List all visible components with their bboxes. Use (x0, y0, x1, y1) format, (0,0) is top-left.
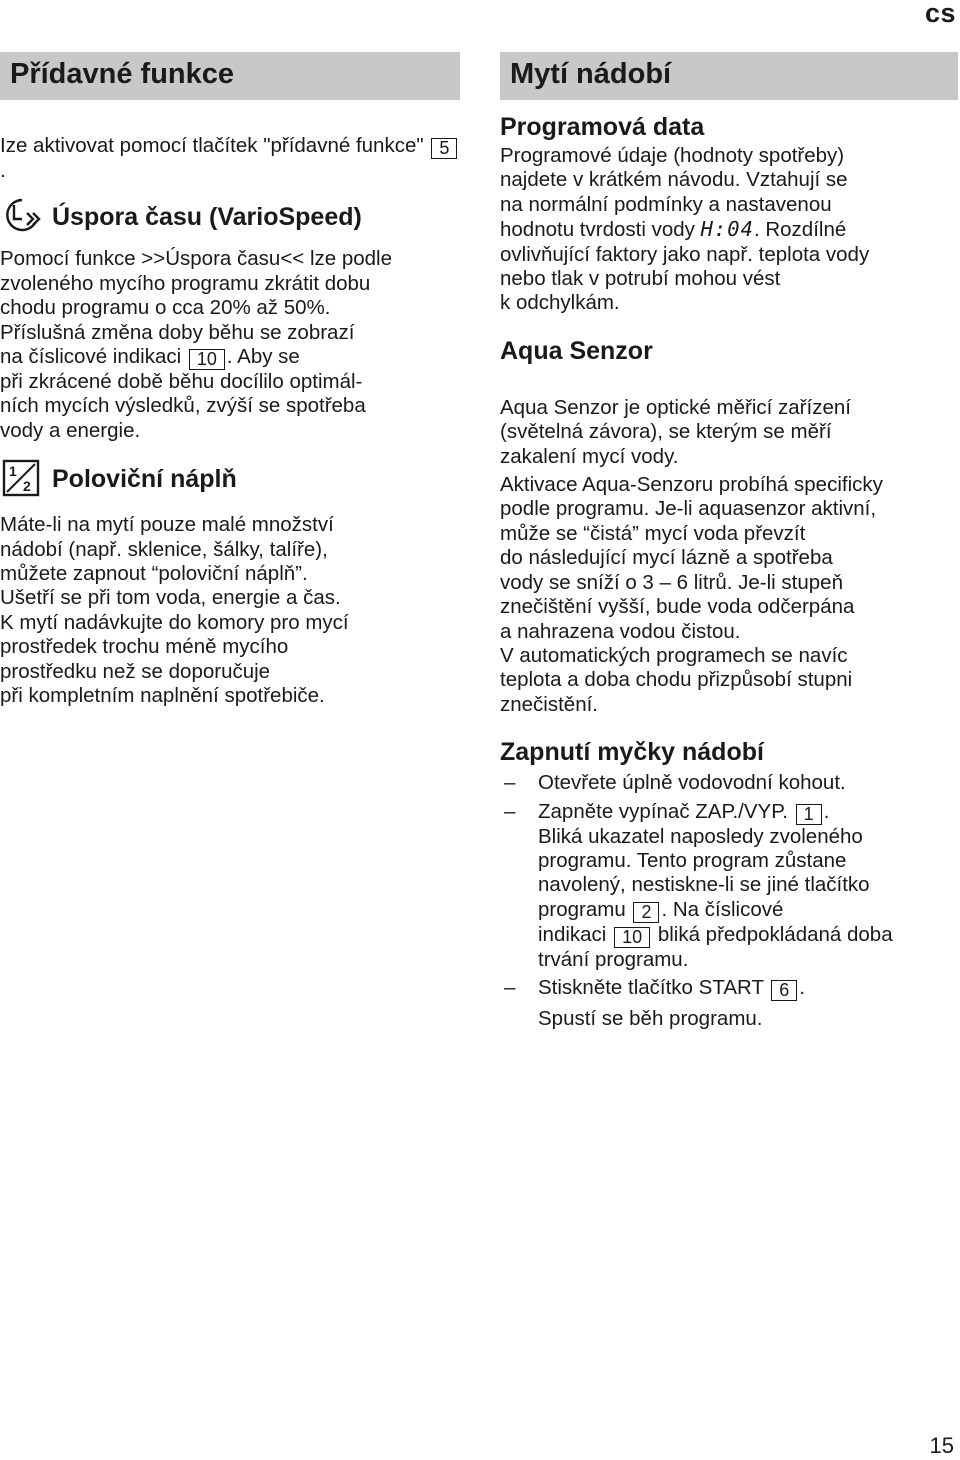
step-item: – Otevřete úplně vodovodní kohout. (500, 771, 958, 795)
button-key-2: 2 (633, 902, 659, 923)
aqua-line: podle programu. Je-li aquasenzor aktivní, (500, 497, 877, 521)
left-column (0, 52, 460, 709)
aqua-line: znečistění. (500, 692, 598, 716)
hardness-display-readout: H:04 (700, 217, 754, 242)
half-load-line: prostředek trochu méně mycího (0, 635, 289, 659)
language-code: cs (924, 0, 956, 28)
half-load-line: Máte-li na mytí pouze malé množství (0, 513, 334, 537)
intro-text: Ize aktivovat pomocí tlačítek "přídavné funkce" 5. (0, 134, 460, 183)
program-data-line: ovlivňující faktory jako např. teplota vody (500, 242, 870, 266)
display-key-10: 10 (614, 927, 650, 948)
switch-on-title: Zapnutí myčky nádobí (500, 738, 764, 767)
aqua-line: zakalení mycí vody. (500, 444, 679, 468)
variospeed-line: Příslušná změna doby běhu se zobrazí (0, 320, 355, 344)
aqua-line: vody se sníží o 3 – 6 litrů. Je-li stupeň (500, 570, 843, 594)
program-data-line: Programové údaje (hodnoty spotřeby) (500, 144, 845, 167)
section-heading-additional-functions: Přídavné funkce (0, 52, 460, 100)
program-data-line: najdete v krátkém návodu. Vztahují se (500, 168, 848, 192)
button-key-1: 1 (796, 804, 822, 825)
variospeed-line: zvoleného mycího programu zkrátit dobu (0, 271, 371, 295)
section-heading-dishwashing: Mytí nádobí (500, 52, 958, 100)
aqua-line: teplota a doba chodu přizpůsobí stupni (500, 668, 853, 692)
variospeed-line: vody a energie. (0, 418, 141, 442)
half-load-line: při kompletním naplnění spotřebiče. (0, 684, 325, 708)
aqua-line: znečištění vyšší, bude voda odčerpána (500, 595, 855, 619)
half-load-line: Ušetří se při tom voda, energie a čas. (0, 586, 341, 610)
variospeed-line: při zkrácené době běhu docílilo optimál- (0, 370, 363, 394)
display-key-10: 10 (189, 349, 225, 370)
aqua-line: (světelná závora), se kterým se měří (500, 420, 832, 444)
half-load-heading (0, 457, 460, 501)
aqua-line: může se “čistá” mycí voda převzít (500, 521, 806, 545)
program-data-line: nebo tlak v potrubí mohou vést (500, 267, 781, 291)
step-item: – Stiskněte tlačítko START 6 . Spustí se běh programu. (500, 976, 958, 1031)
aqua-sensor-title: Aqua Senzor (500, 336, 653, 365)
svg-text:1: 1 (9, 463, 17, 480)
variospeed-line: chodu programu o cca 20% až 50%. (0, 296, 331, 320)
variospeed-heading (0, 195, 460, 239)
button-key-5: 5 (431, 138, 457, 159)
program-data-line: hodnotu tvrdosti vody H:04. Rozdílné (500, 217, 847, 242)
variospeed-line: ních mycích výsledků, zvýší se spotřeba (0, 394, 366, 418)
aqua-line: do následující mycí lázně a spotřeba (500, 546, 833, 570)
program-data-line: na normální podmínky a nastavenou (500, 192, 832, 216)
half-load-line: nádobí (např. sklenice, šálky, talíře), (0, 537, 328, 561)
step-item: – Zapněte vypínač ZAP./VYP. 1 . Bliká ukazatel naposledy zvoleného programu. Tento program zůstane navolený, nestiskne-li se jiné tlačítko programu 2 . Na číslicové indikaci 10 bliká předpokládaná doba trvání programu. (500, 800, 958, 973)
half-load-title: Poloviční náplň (52, 465, 237, 494)
aqua-line: a nahrazena vodou čistou. (500, 619, 741, 643)
aqua-line: Aqua Senzor je optické měřicí zařízení (500, 395, 851, 419)
switch-on-steps (500, 771, 958, 1031)
page-number: 15 (929, 1433, 954, 1458)
half-load-icon (0, 457, 44, 501)
button-key-6: 6 (771, 980, 797, 1001)
half-load-line: prostředku než se doporučuje (0, 659, 271, 683)
aqua-line: V automatických programech se navíc (500, 643, 848, 667)
aqua-line: Aktivace Aqua-Senzoru probíhá specificky (500, 473, 883, 497)
half-load-line: můžete zapnout “poloviční náplň”. (0, 562, 308, 586)
svg-text:2: 2 (23, 478, 31, 495)
variospeed-title: Úspora času (VarioSpeed) (52, 203, 362, 232)
clock-fast-icon (0, 195, 44, 239)
variospeed-line: na číslicové indikaci 10 . Aby se (0, 345, 300, 370)
program-data-line: k odchylkám. (500, 291, 620, 315)
half-load-line: K mytí nadávkujte do komory pro mycí (0, 610, 349, 634)
right-column (500, 52, 958, 1032)
program-data-title: Programová data (500, 113, 705, 141)
variospeed-line: Pomocí funkce >>Úspora času<< lze podle (0, 247, 393, 271)
